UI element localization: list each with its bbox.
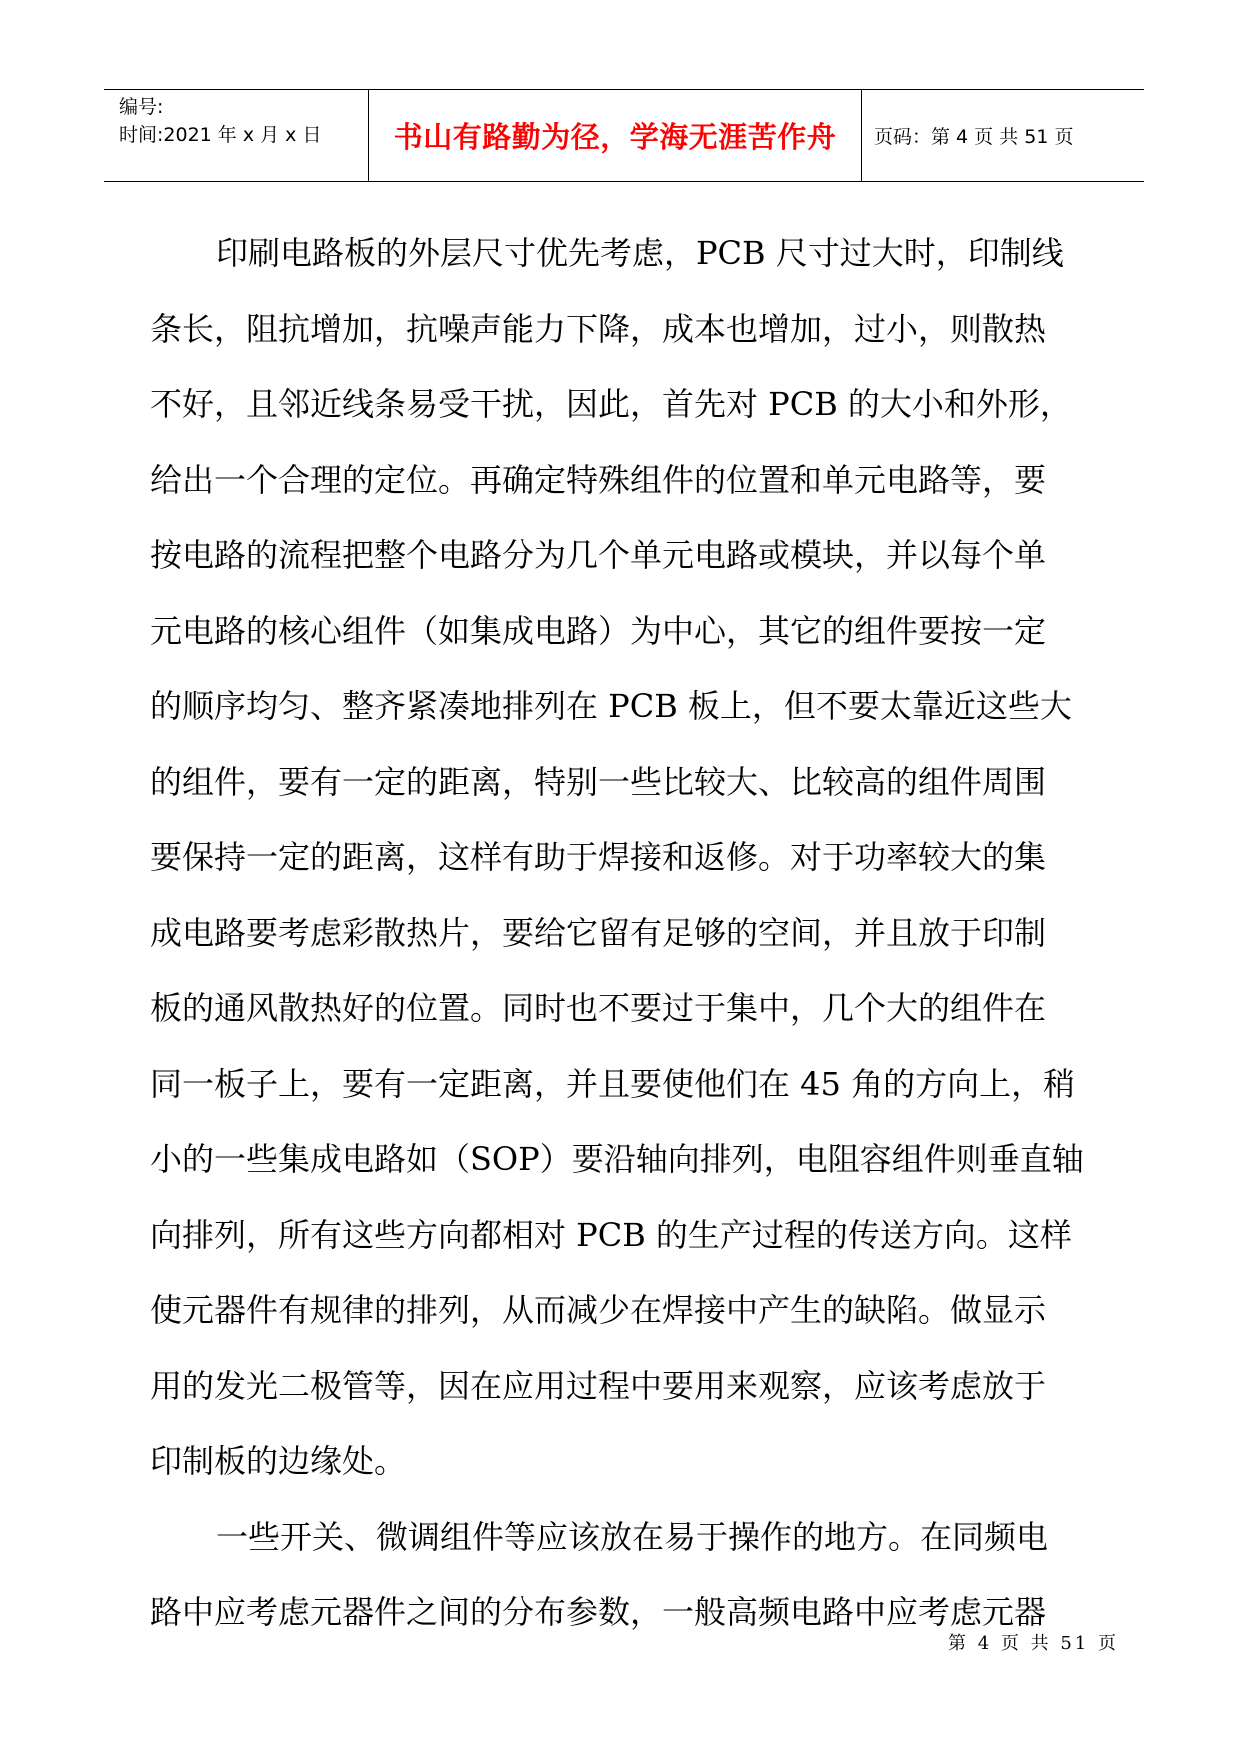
paragraph-line: 一些开关、微调组件等应该放在易于操作的地方。在同频电 — [216, 1517, 1049, 1556]
paragraph-line: 印刷电路板的外层尺寸优先考虑，PCB 尺寸过大时，印制线 — [216, 234, 1064, 272]
header-page-code: 页码：第 4 页 共 51 页 — [874, 125, 1074, 148]
paragraph-line: 条长，阻抗增加，抗噪声能力下降，成本也增加，过小，则散热 — [150, 309, 1047, 348]
paragraph-line: 路中应考虑元器件之间的分布参数，一般高频电路中应考虑元器 — [150, 1593, 1047, 1631]
paragraph-line: 按电路的流程把整个电路分为几个单元电路或模块，并以每个单 — [150, 536, 1047, 574]
paragraph-line: 的组件，要有一定的距离，特别一些比较大、比较高的组件周围 — [150, 762, 1047, 801]
paragraph-line: 板的通风散热好的位置。同时也不要过于集中，几个大的组件在 — [150, 989, 1047, 1027]
page-footer: 第 4 页 共 51 页 — [948, 1633, 1119, 1654]
header-meta — [119, 93, 364, 149]
header-bottom-rule — [104, 181, 1144, 182]
paragraph-line: 给出一个合理的定位。再确定特殊组件的位置和单元电路等，要 — [150, 460, 1047, 499]
paragraph-line: 的顺序均匀、整齐紧凑地排列在 PCB 板上，但不要太靠近这些大 — [150, 687, 1072, 725]
paragraph-line: 印制板的边缘处。 — [150, 1442, 407, 1480]
header-motto: 书山有路勤为径，学海无涯苦作舟 — [393, 119, 837, 154]
paragraph-line: 小的一些集成电路如（SOP）要沿轴向排列，电阻容组件则垂直轴 — [150, 1140, 1084, 1178]
paragraph-line: 不好，且邻近线条易受干扰，因此，首先对 PCB 的大小和外形， — [150, 385, 1072, 423]
page-header — [104, 89, 1144, 183]
paragraph-line: 用的发光二极管等，因在应用过程中要用来观察，应该考虑放于 — [150, 1366, 1047, 1405]
number-label: 编号: — [119, 96, 164, 118]
time-label: 时间:2021 年 x 月 x 日 — [119, 124, 322, 146]
paragraph-line: 使元器件有规律的排列，从而减少在焊接中产生的缺陷。做显示 — [150, 1291, 1047, 1329]
paragraph-line: 向排列，所有这些方向都相对 PCB 的生产过程的传送方向。这样 — [150, 1215, 1072, 1254]
paragraph-line: 要保持一定的距离，这样有助于焊接和返修。对于功率较大的集 — [150, 838, 1047, 876]
header-divider-right — [861, 89, 862, 182]
body-text — [150, 216, 1130, 1651]
paragraph-line: 同一板子上，要有一定距离，并且要使他们在 45 角的方向上，稍 — [150, 1064, 1076, 1103]
paragraph-line: 成电路要考虑彩散热片，要给它留有足够的空间，并且放于印制 — [150, 913, 1047, 952]
paragraph-line: 元电路的核心组件（如集成电路）为中心，其它的组件要按一定 — [150, 611, 1047, 650]
